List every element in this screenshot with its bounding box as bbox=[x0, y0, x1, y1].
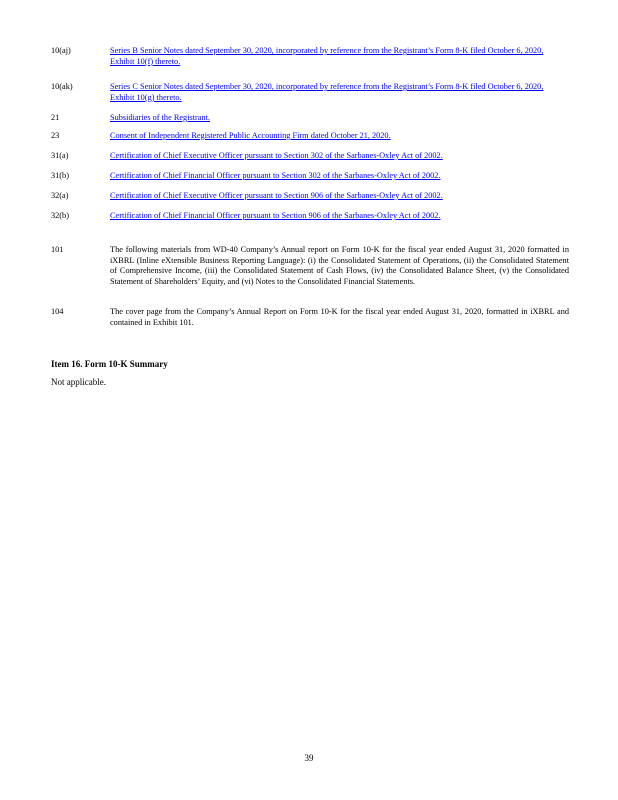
exhibit-row bbox=[51, 171, 569, 191]
exhibit-number: 21 bbox=[51, 113, 60, 122]
exhibit-link[interactable]: Series B Senior Notes dated September 30, 2020, incorporated by reference from the Registrant’s Form 8-K filed October 6, 2020, Exhibit 10(f) thereto. bbox=[110, 46, 544, 66]
exhibit-row bbox=[51, 113, 569, 131]
exhibit-number: 23 bbox=[51, 131, 60, 140]
exhibit-row bbox=[51, 82, 569, 113]
exhibit-number: 31(b) bbox=[51, 171, 69, 180]
exhibit-link[interactable]: Certification of Chief Financial Officer pursuant to Section 906 of the Sarbanes-Oxley Act of 2002. bbox=[110, 211, 441, 220]
exhibit-row bbox=[51, 151, 569, 171]
page-number: 39 bbox=[304, 753, 314, 763]
exhibit-description: The following materials from WD-40 Company’s Annual report on Form 10-K for the fiscal year ended August 31, 2020 formatted in iXBRL (Inline eXtensible Business Reporting Language): (i) the Consolidated Statement of Operations, (ii) the Consolidated Statement of Comprehensive Income, (iii) the Consolidated Statement of Cash Flows, (iv) the Consolidated Balance Sheet, (v) the Consolidated Statement of Shareholders’ Equity, and (vi) Notes to the Consolidated Financial Statements. bbox=[110, 245, 569, 286]
exhibit-number: 10(ak) bbox=[51, 82, 73, 91]
exhibit-number: 101 bbox=[51, 245, 64, 254]
exhibit-link[interactable]: Certification of Chief Financial Officer pursuant to Section 302 of the Sarbanes-Oxley Act of 2002. bbox=[110, 171, 441, 180]
exhibit-row bbox=[51, 211, 569, 245]
section-heading: Item 16. Form 10-K Summary bbox=[51, 359, 168, 369]
exhibit-list bbox=[51, 46, 569, 335]
exhibit-number: 32(a) bbox=[51, 191, 69, 200]
exhibit-row bbox=[51, 191, 569, 211]
exhibit-row bbox=[51, 46, 569, 82]
exhibit-number: 10(aj) bbox=[51, 46, 71, 55]
exhibit-row bbox=[51, 307, 569, 335]
exhibit-row bbox=[51, 245, 569, 307]
exhibit-link[interactable]: Certification of Chief Executive Officer pursuant to Section 302 of the Sarbanes-Oxley Act of 2002. bbox=[110, 151, 443, 160]
exhibit-link[interactable]: Series C Senior Notes dated September 30, 2020, incorporated by reference from the Registrant’s Form 8-K filed October 6, 2020, Exhibit 10(g) thereto. bbox=[110, 82, 544, 102]
section-body: Not applicable. bbox=[51, 376, 106, 387]
exhibit-link[interactable]: Consent of Independent Registered Public Accounting Firm dated October 21, 2020. bbox=[110, 131, 391, 140]
exhibit-number: 31(a) bbox=[51, 151, 69, 160]
exhibit-description: The cover page from the Company’s Annual Report on Form 10-K for the fiscal year ended August 31, 2020, formatted in iXBRL and contained in Exhibit 101. bbox=[110, 307, 569, 327]
exhibit-link[interactable]: Subsidiaries of the Registrant. bbox=[110, 113, 211, 122]
exhibit-row bbox=[51, 131, 569, 151]
exhibit-number: 104 bbox=[51, 307, 64, 316]
document-page bbox=[51, 46, 569, 387]
exhibit-number: 32(b) bbox=[51, 211, 69, 220]
exhibit-link[interactable]: Certification of Chief Executive Officer pursuant to Section 906 of the Sarbanes-Oxley Act of 2002. bbox=[110, 191, 443, 200]
